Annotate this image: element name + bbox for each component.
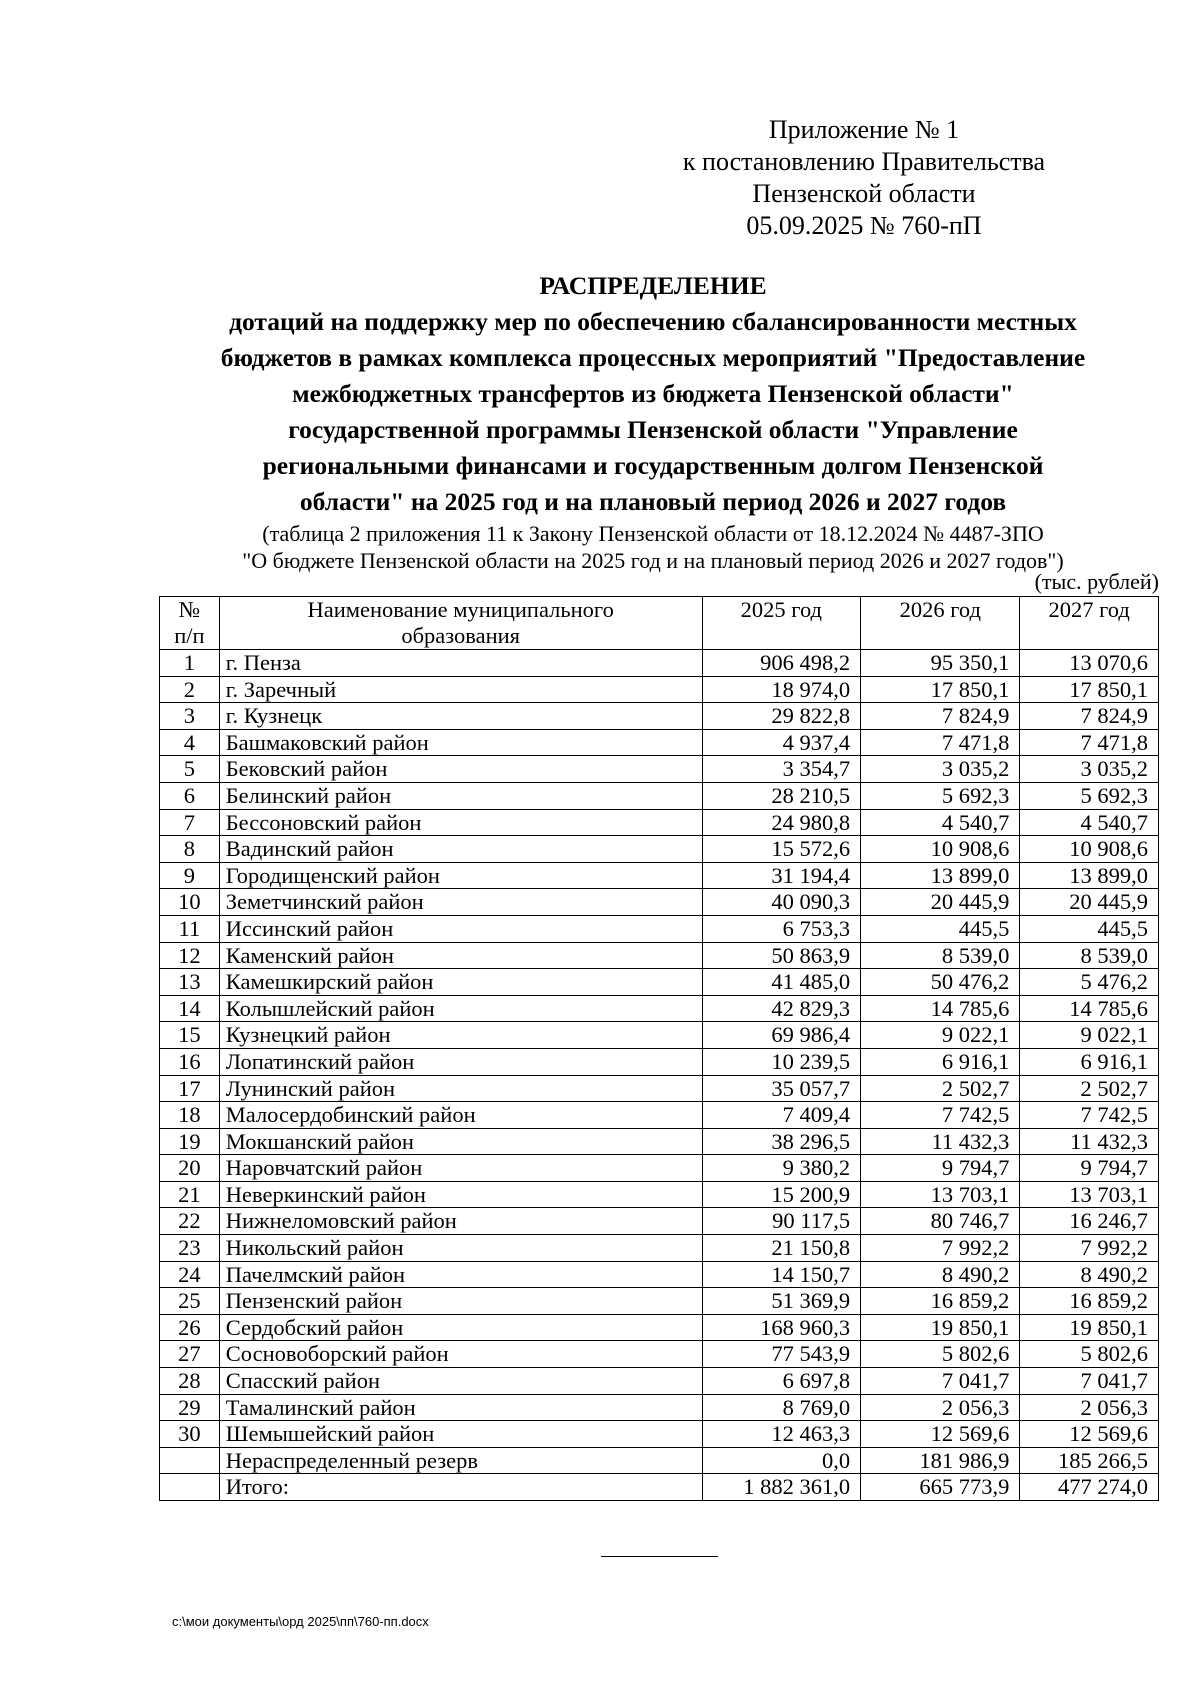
title-line: региональными финансами и государственным долгом Пензенской [262, 451, 1044, 480]
row-value-2026: 80 746,7 [861, 1208, 1020, 1235]
table-body [160, 650, 1159, 1501]
row-value-2025: 42 829,3 [702, 995, 861, 1022]
header-number-line2: п/п [174, 623, 205, 648]
header-2025: 2025 год [702, 597, 861, 650]
row-number: 14 [160, 995, 220, 1022]
row-value-2026: 3 035,2 [861, 756, 1020, 783]
document-title [120, 268, 1186, 574]
table-row [160, 782, 1159, 809]
table-header-row [160, 597, 1159, 650]
row-municipality: г. Пенза [219, 650, 702, 677]
row-value-2027: 7 992,2 [1020, 1235, 1159, 1262]
row-number: 27 [160, 1341, 220, 1368]
row-number: 28 [160, 1368, 220, 1395]
row-number: 6 [160, 782, 220, 809]
row-number: 18 [160, 1102, 220, 1129]
table-row [160, 703, 1159, 730]
row-number: 19 [160, 1128, 220, 1155]
table-row [160, 1155, 1159, 1182]
row-value-2025: 31 194,4 [702, 862, 861, 889]
row-value-2027: 14 785,6 [1020, 995, 1159, 1022]
row-value-2025: 35 057,7 [702, 1075, 861, 1102]
table-row [160, 1048, 1159, 1075]
row-municipality: Каменский район [219, 942, 702, 969]
row-municipality: Лопатинский район [219, 1048, 702, 1075]
row-value-2026: 13 703,1 [861, 1181, 1020, 1208]
table-row [160, 1341, 1159, 1368]
row-municipality: Бековский район [219, 756, 702, 783]
row-value-2025: 15 200,9 [702, 1181, 861, 1208]
title-line: дотаций на поддержку мер по обеспечению сбалансированности местных [229, 307, 1077, 336]
row-value-2027: 7 742,5 [1020, 1102, 1159, 1129]
row-value-2027: 9 022,1 [1020, 1022, 1159, 1049]
row-municipality: Башмаковский район [219, 729, 702, 756]
row-municipality: Кузнецкий район [219, 1022, 702, 1049]
row-value-2025: 4 937,4 [702, 729, 861, 756]
title-note: (таблица 2 приложения 11 к Закону Пензенской области от 18.12.2024 № 4487-ЗПО [262, 521, 1044, 546]
row-value-2025: 6 753,3 [702, 915, 861, 942]
table-row [160, 969, 1159, 996]
table-row [160, 1208, 1159, 1235]
row-municipality: Белинский район [219, 782, 702, 809]
table-row [160, 1394, 1159, 1421]
appendix-date-number: 05.09.2025 № 760-пП [746, 211, 982, 240]
row-value-2026: 2 502,7 [861, 1075, 1020, 1102]
row-value-2027: 7 041,7 [1020, 1368, 1159, 1395]
row-municipality: Камешкирский район [219, 969, 702, 996]
row-value-2026: 6 916,1 [861, 1048, 1020, 1075]
row-value-2026: 7 471,8 [861, 729, 1020, 756]
table-row [160, 756, 1159, 783]
row-value-2026: 13 899,0 [861, 862, 1020, 889]
row-municipality: Шемышейский район [219, 1421, 702, 1448]
row-value-2026: 12 569,6 [861, 1421, 1020, 1448]
row-number: 25 [160, 1288, 220, 1315]
row-municipality: Никольский район [219, 1235, 702, 1262]
row-municipality: Нижнеломовский район [219, 1208, 702, 1235]
row-value-2026: 7 824,9 [861, 703, 1020, 730]
row-municipality: Наровчатский район [219, 1155, 702, 1182]
row-municipality: Нераспределенный резерв [219, 1447, 702, 1474]
row-value-2027: 5 476,2 [1020, 969, 1159, 996]
row-value-2025: 69 986,4 [702, 1022, 861, 1049]
row-number: 2 [160, 676, 220, 703]
row-value-2026: 8 539,0 [861, 942, 1020, 969]
header-2026: 2026 год [861, 597, 1020, 650]
row-value-2026: 7 041,7 [861, 1368, 1020, 1395]
row-number: 20 [160, 1155, 220, 1182]
row-value-2026: 181 986,9 [861, 1447, 1020, 1474]
table-row [160, 1235, 1159, 1262]
row-value-2025: 9 380,2 [702, 1155, 861, 1182]
row-number: 11 [160, 915, 220, 942]
row-number: 23 [160, 1235, 220, 1262]
row-value-2025: 7 409,4 [702, 1102, 861, 1129]
row-value-2027: 6 916,1 [1020, 1048, 1159, 1075]
row-value-2026: 4 540,7 [861, 809, 1020, 836]
row-value-2026: 665 773,9 [861, 1474, 1020, 1501]
appendix-header [654, 114, 1074, 242]
table-row [160, 1261, 1159, 1288]
row-value-2026: 95 350,1 [861, 650, 1020, 677]
row-value-2027: 12 569,6 [1020, 1421, 1159, 1448]
row-value-2027: 16 246,7 [1020, 1208, 1159, 1235]
row-number [160, 1474, 220, 1501]
row-value-2027: 185 266,5 [1020, 1447, 1159, 1474]
row-value-2025: 21 150,8 [702, 1235, 861, 1262]
row-number: 16 [160, 1048, 220, 1075]
table-row [160, 1288, 1159, 1315]
row-value-2027: 16 859,2 [1020, 1288, 1159, 1315]
row-value-2027: 7 824,9 [1020, 703, 1159, 730]
row-number: 29 [160, 1394, 220, 1421]
row-value-2026: 5 802,6 [861, 1341, 1020, 1368]
row-value-2025: 24 980,8 [702, 809, 861, 836]
table-row [160, 1447, 1159, 1474]
row-number: 30 [160, 1421, 220, 1448]
header-name [219, 597, 702, 650]
table-row [160, 1421, 1159, 1448]
row-value-2025: 8 769,0 [702, 1394, 861, 1421]
row-value-2027: 5 692,3 [1020, 782, 1159, 809]
row-municipality: Мокшанский район [219, 1128, 702, 1155]
row-value-2026: 20 445,9 [861, 889, 1020, 916]
table-row [160, 1075, 1159, 1102]
row-municipality: Спасский район [219, 1368, 702, 1395]
row-value-2027: 3 035,2 [1020, 756, 1159, 783]
row-number: 13 [160, 969, 220, 996]
appendix-ref: к постановлению Правительства [682, 147, 1046, 176]
row-municipality: Бессоновский район [219, 809, 702, 836]
row-value-2027: 5 802,6 [1020, 1341, 1159, 1368]
row-value-2026: 50 476,2 [861, 969, 1020, 996]
row-municipality: Пачелмский район [219, 1261, 702, 1288]
row-value-2026: 16 859,2 [861, 1288, 1020, 1315]
row-value-2027: 2 056,3 [1020, 1394, 1159, 1421]
title-line: межбюджетных трансфертов из бюджета Пензенской области" [292, 379, 1014, 408]
row-value-2027: 477 274,0 [1020, 1474, 1159, 1501]
row-value-2026: 11 432,3 [861, 1128, 1020, 1155]
row-value-2025: 12 463,3 [702, 1421, 861, 1448]
row-value-2026: 19 850,1 [861, 1314, 1020, 1341]
row-value-2025: 38 296,5 [702, 1128, 861, 1155]
row-municipality: г. Кузнецк [219, 703, 702, 730]
row-number: 8 [160, 836, 220, 863]
row-value-2026: 8 490,2 [861, 1261, 1020, 1288]
row-value-2026: 9 022,1 [861, 1022, 1020, 1049]
row-value-2025: 906 498,2 [702, 650, 861, 677]
header-2027: 2027 год [1020, 597, 1159, 650]
row-value-2027: 20 445,9 [1020, 889, 1159, 916]
row-municipality: Городищенский район [219, 862, 702, 889]
row-number: 9 [160, 862, 220, 889]
units-label: (тыс. рублей) [1034, 569, 1159, 594]
row-number: 26 [160, 1314, 220, 1341]
row-municipality: г. Заречный [219, 676, 702, 703]
title-line: области" на 2025 год и на плановый период 2026 и 2027 годов [299, 487, 1007, 516]
row-value-2026: 2 056,3 [861, 1394, 1020, 1421]
row-number: 3 [160, 703, 220, 730]
row-value-2026: 445,5 [861, 915, 1020, 942]
table-row [160, 809, 1159, 836]
row-value-2026: 10 908,6 [861, 836, 1020, 863]
row-municipality: Колышлейский район [219, 995, 702, 1022]
file-path: c:\мои документы\орд 2025\пп\760-пп.docx [172, 1614, 429, 1629]
table-row [160, 650, 1159, 677]
row-value-2025: 28 210,5 [702, 782, 861, 809]
appendix-number: Приложение № 1 [768, 115, 960, 144]
row-value-2025: 168 960,3 [702, 1314, 861, 1341]
row-number: 4 [160, 729, 220, 756]
row-municipality: Малосердобинский район [219, 1102, 702, 1129]
table-row [160, 836, 1159, 863]
row-value-2026: 17 850,1 [861, 676, 1020, 703]
row-value-2026: 14 785,6 [861, 995, 1020, 1022]
row-value-2025: 50 863,9 [702, 942, 861, 969]
row-value-2027: 9 794,7 [1020, 1155, 1159, 1182]
row-number: 7 [160, 809, 220, 836]
end-divider [601, 1556, 718, 1557]
row-value-2025: 14 150,7 [702, 1261, 861, 1288]
row-number: 24 [160, 1261, 220, 1288]
header-name-line1: Наименование муниципального [307, 597, 614, 622]
row-municipality: Сердобский район [219, 1314, 702, 1341]
table-row [160, 1314, 1159, 1341]
row-value-2027: 7 471,8 [1020, 729, 1159, 756]
row-value-2025: 40 090,3 [702, 889, 861, 916]
row-value-2025: 1 882 361,0 [702, 1474, 861, 1501]
row-value-2026: 5 692,3 [861, 782, 1020, 809]
row-municipality: Вадинский район [219, 836, 702, 863]
header-name-line2: образования [401, 623, 520, 648]
header-number [160, 597, 220, 650]
table-header [160, 597, 1159, 650]
title-line: бюджетов в рамках комплекса процессных мероприятий "Предоставление [220, 343, 1086, 372]
row-value-2027: 19 850,1 [1020, 1314, 1159, 1341]
table-row [160, 862, 1159, 889]
table-row [160, 915, 1159, 942]
table-row [160, 889, 1159, 916]
title-line: государственной программы Пензенской области "Управление [288, 415, 1018, 444]
row-value-2027: 10 908,6 [1020, 836, 1159, 863]
row-number: 1 [160, 650, 220, 677]
header-number-line1: № [178, 597, 201, 622]
table-row [160, 995, 1159, 1022]
row-number: 17 [160, 1075, 220, 1102]
row-municipality: Неверкинский район [219, 1181, 702, 1208]
row-value-2025: 6 697,8 [702, 1368, 861, 1395]
row-value-2027: 13 899,0 [1020, 862, 1159, 889]
row-number: 12 [160, 942, 220, 969]
row-value-2025: 0,0 [702, 1447, 861, 1474]
row-municipality: Пензенский район [219, 1288, 702, 1315]
row-value-2025: 90 117,5 [702, 1208, 861, 1235]
table-row [160, 676, 1159, 703]
row-value-2027: 11 432,3 [1020, 1128, 1159, 1155]
row-municipality: Сосновоборский район [219, 1341, 702, 1368]
row-value-2027: 2 502,7 [1020, 1075, 1159, 1102]
title-heading: РАСПРЕДЕЛЕНИЕ [539, 271, 767, 300]
row-municipality: Итого: [219, 1474, 702, 1501]
row-value-2025: 41 485,0 [702, 969, 861, 996]
row-number: 5 [160, 756, 220, 783]
table-row [160, 729, 1159, 756]
row-value-2025: 51 369,9 [702, 1288, 861, 1315]
row-municipality: Лунинский район [219, 1075, 702, 1102]
row-value-2026: 7 992,2 [861, 1235, 1020, 1262]
row-value-2027: 4 540,7 [1020, 809, 1159, 836]
row-municipality: Иссинский район [219, 915, 702, 942]
row-value-2027: 8 490,2 [1020, 1261, 1159, 1288]
row-number [160, 1447, 220, 1474]
row-value-2027: 17 850,1 [1020, 676, 1159, 703]
table-row [160, 1474, 1159, 1501]
row-value-2027: 8 539,0 [1020, 942, 1159, 969]
table-row [160, 1022, 1159, 1049]
appendix-region: Пензенской области [752, 179, 976, 208]
title-note: "О бюджете Пензенской области на 2025 год и на плановый период 2026 и 2027 годов") [242, 548, 1064, 573]
row-value-2027: 13 070,6 [1020, 650, 1159, 677]
row-number: 21 [160, 1181, 220, 1208]
row-number: 10 [160, 889, 220, 916]
row-value-2027: 445,5 [1020, 915, 1159, 942]
row-number: 22 [160, 1208, 220, 1235]
distribution-table [159, 596, 1159, 1501]
row-value-2027: 13 703,1 [1020, 1181, 1159, 1208]
row-value-2025: 29 822,8 [702, 703, 861, 730]
table-row [160, 1128, 1159, 1155]
table-row [160, 1181, 1159, 1208]
row-value-2025: 3 354,7 [702, 756, 861, 783]
row-value-2025: 15 572,6 [702, 836, 861, 863]
table-row [160, 1368, 1159, 1395]
row-number: 15 [160, 1022, 220, 1049]
row-value-2025: 77 543,9 [702, 1341, 861, 1368]
row-value-2025: 10 239,5 [702, 1048, 861, 1075]
row-value-2026: 9 794,7 [861, 1155, 1020, 1182]
row-municipality: Земетчинский район [219, 889, 702, 916]
table-row [160, 942, 1159, 969]
row-value-2026: 7 742,5 [861, 1102, 1020, 1129]
row-municipality: Тамалинский район [219, 1394, 702, 1421]
table-row [160, 1102, 1159, 1129]
row-value-2025: 18 974,0 [702, 676, 861, 703]
